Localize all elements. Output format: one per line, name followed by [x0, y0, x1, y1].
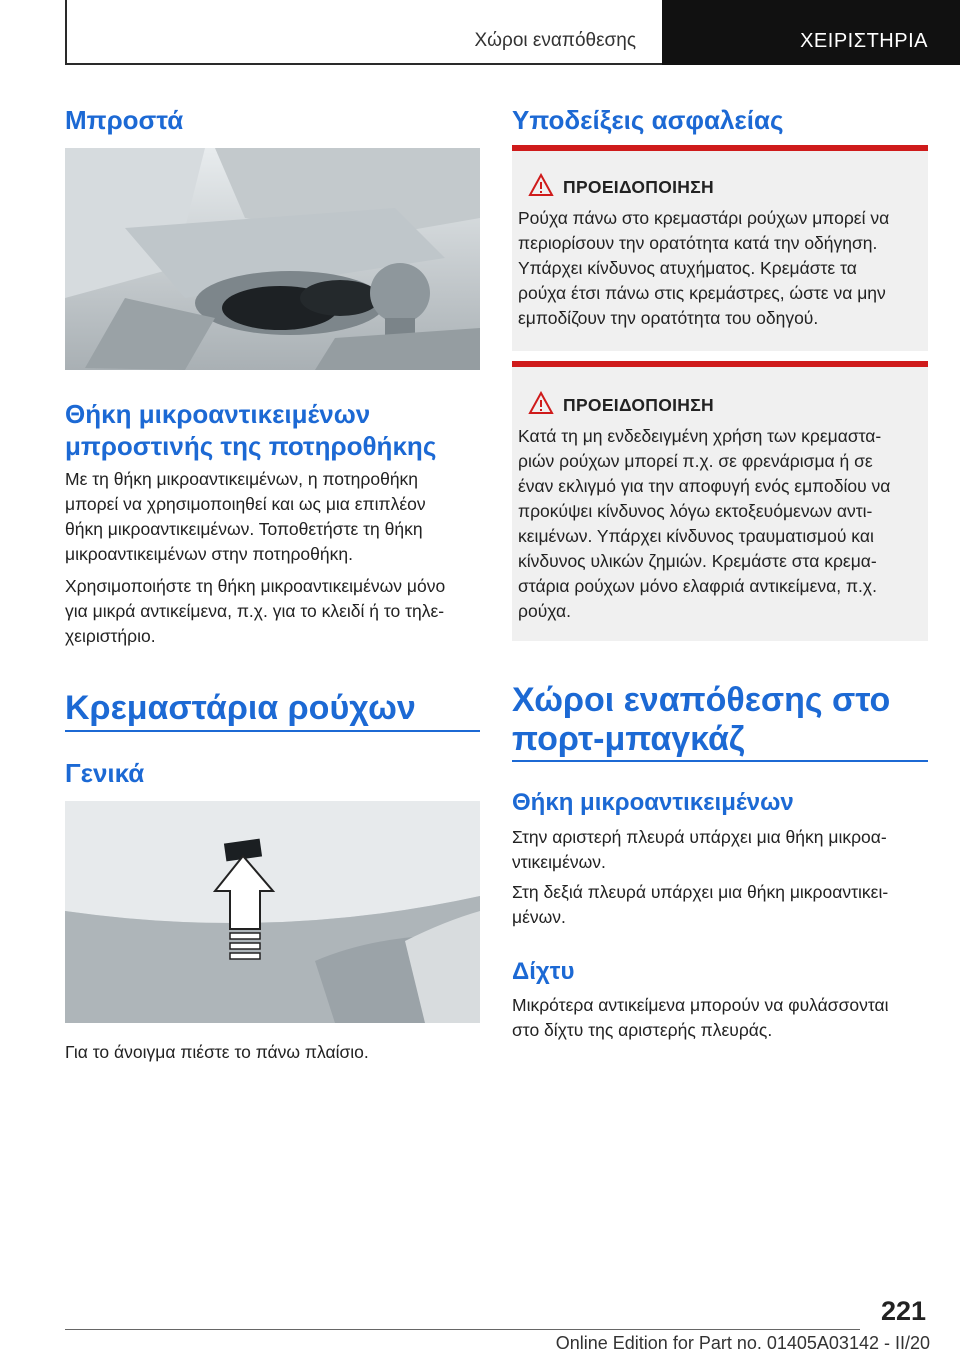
coat-hooks-heading: Κρεμαστάρια ρούχων — [65, 689, 416, 727]
luggage-storage-heading-line1: Χώροι εναπόθεσης στο — [512, 681, 891, 719]
warning-triangle-icon — [528, 391, 554, 415]
warning-box-1 — [512, 145, 928, 351]
luggage-compartment-heading: Θήκη μικροαντικειμένων — [512, 789, 794, 816]
safety-notes-heading: Υποδείξεις ασφαλείας — [512, 105, 784, 135]
right-side-compartment-text: Στη δεξιά πλευρά υπάρχει μια θήκη μικροαντικει- μένων. — [512, 882, 889, 927]
warning-text: Κατά τη μη ενδεδειγμένη χρήση των κρεμαστα- ριών ρούχων μπορεί π.χ. σε φρενάρισμα ή σε έναν εκλιγμό για την αποφυγή ενός εμποδίου να προκύψει κίνδυνος λόγω εκτοξευόμενων αντι- κειμένων. Υπάρχει κίνδυνος τραυματισμού και κίνδυνος υλικών ζημιών. Κρεμάστε στα κρεμα- στάρια ρούχων μόνο ελαφριά αντικείμενα, π.χ. ρούχα. — [518, 426, 891, 621]
section-rule — [512, 760, 928, 762]
header-chapter-tab: ΧΕΙΡΙΣΤΗΡΙΑ — [662, 0, 960, 65]
header-underline — [65, 63, 663, 65]
front-compartment-text: Με τη θήκη μικροαντικειμένων, η ποτηροθήκη μπορεί να χρησιμοποιηθεί και ως μια επιπλέον θήκη μικροαντικειμένων. Τοποθετήστε τη θήκη μικροαντικειμένων στην ποτηροθήκη. — [65, 469, 426, 564]
net-text: Μικρότερα αντικείμενα μπορούν να φυλάσσονται στο δίχτυ της αριστερής πλευράς. — [512, 995, 889, 1040]
front-compartment-heading-line1: Θήκη μικροαντικειμένων — [65, 399, 371, 429]
footer-edition: Online Edition for Part no. 01405A03142 - II/20 — [555, 1333, 930, 1353]
general-heading: Γενικά — [65, 758, 145, 788]
net-heading: Δίχτυ — [512, 958, 575, 985]
warning-title: ΠΡΟΕΙΔΟΠΟΙΗΣΗ — [563, 177, 714, 197]
footer-rule — [65, 1329, 860, 1330]
cupholder-storage-image — [65, 148, 480, 370]
section-rule — [65, 730, 480, 732]
page-number: 221 — [880, 1296, 926, 1326]
front-heading: Μπροστά — [65, 105, 184, 135]
warning-text: Ρούχα πάνω στο κρεμαστάρι ρούχων μπορεί να περιορίσουν την ορατότητα κατά την οδήγηση. Υπάρχει κίνδυνος ατυχήματος. Κρεμάστε τα ρούχα έτσι πάνω στις κρεμάστρες, ώστε να μην εμποδίζουν την ορατότητα του οδηγού. — [518, 208, 890, 328]
left-side-compartment-text: Στην αριστερή πλευρά υπάρχει μια θήκη μικροα- ντικειμένων. — [512, 827, 887, 872]
luggage-storage-heading-line2: πορτ-μπαγκάζ — [512, 720, 745, 758]
warning-title: ΠΡΟΕΙΔΟΠΟΙΗΣΗ — [563, 395, 714, 415]
warning-box-2 — [512, 361, 928, 641]
front-compartment-usage-text: Χρησιμοποιήστε τη θήκη μικροαντικειμένων μόνο για μικρά αντικείμενα, π.χ. για το κλειδί ή το τηλε- χειριστήριο. — [65, 576, 446, 646]
warning-triangle-icon — [528, 173, 554, 197]
front-compartment-heading-line2: μπροστινής της ποτηροθήκης — [65, 431, 437, 461]
header-section-title: Χώροι εναπόθεσης — [474, 30, 636, 51]
coat-hook-caption: Για το άνοιγμα πιέστε το πάνω πλαίσιο. — [65, 1042, 369, 1062]
coat-hook-image — [65, 801, 480, 1023]
